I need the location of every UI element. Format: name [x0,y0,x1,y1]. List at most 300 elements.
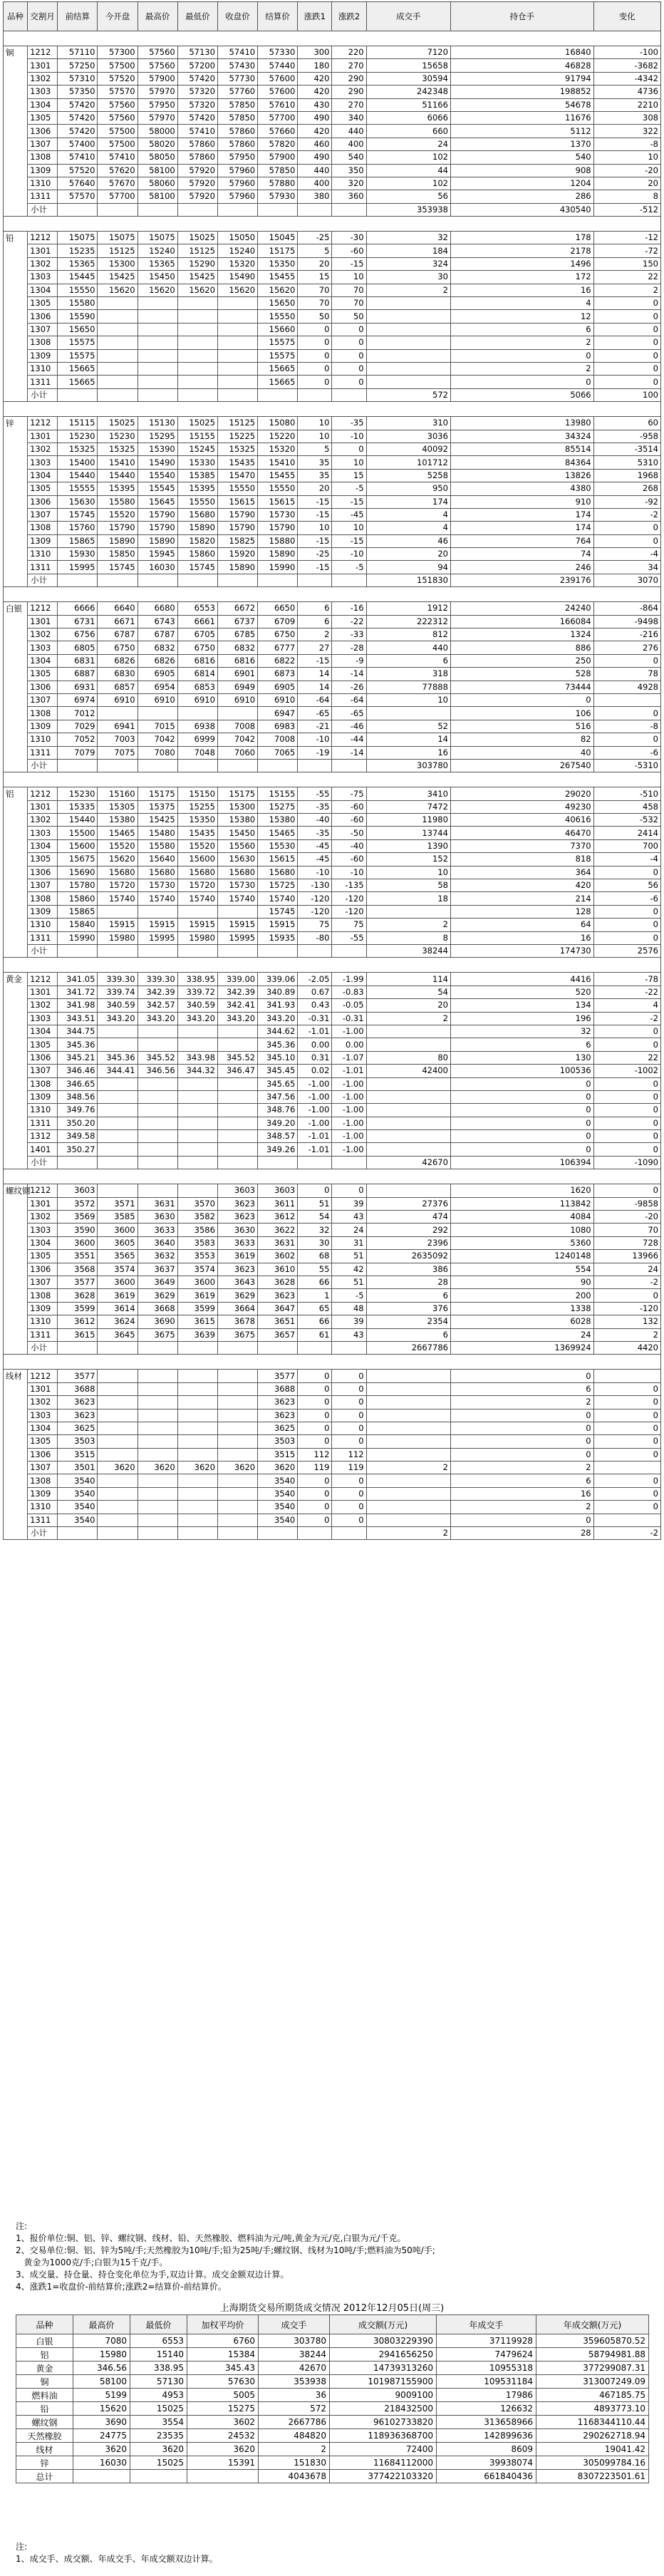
volume-cell [366,1077,450,1090]
low-cell: 57860 [177,138,217,150]
note-line: 1、报价单位:铜、铝、锌、螺纹钢、线材、铅、天然橡胶、燃料油为元/吨,黄金为元/克,白银为元/千克。 [16,2233,406,2243]
delivery-month-cell: 1302 [28,629,58,641]
settle-cell: 15745 [258,905,298,918]
settle-cell: 6910 [258,693,298,706]
close-cell [217,362,257,375]
change1-cell: 0 [298,1382,332,1395]
volume-cell [366,1409,450,1422]
open-cell: 15125 [98,244,138,257]
prev-settle-cell: 6731 [58,615,98,628]
delivery-month-cell: 1308 [28,151,58,164]
change1-cell: -15 [298,534,332,547]
open-cell: 6857 [98,681,138,693]
settle-cell: 349.20 [258,1117,298,1129]
low-cell [177,1514,217,1526]
table-row [4,443,661,455]
high-cell [138,1448,177,1461]
prev-settle-cell: 3603 [58,1184,98,1197]
summary-row [16,2348,649,2362]
open-interest-cell: 540 [450,151,593,164]
high-cell: 3668 [138,1302,177,1315]
summary-header-turnover: 成交额(万元) [330,2315,437,2334]
table-row [4,892,661,905]
settle-cell: 57700 [258,111,298,124]
close-cell: 3629 [217,1289,257,1302]
change1-cell: 32 [298,1224,332,1236]
oi-change-cell: -6 [593,892,660,905]
low-cell: 6853 [177,681,217,693]
change2-cell: 43 [332,1211,366,1224]
subtotal-label: 小计 [28,1341,58,1354]
change1-cell: 55 [298,1263,332,1276]
volume-cell: 102 [366,177,450,190]
change2-cell: 70 [332,284,366,296]
open-cell [98,1184,138,1197]
summary-header-high: 最高价 [73,2315,130,2334]
table-row [4,668,661,681]
open-interest-cell: 1370 [450,138,593,150]
delivery-month-cell: 1306 [28,1263,58,1276]
open-interest-cell: 6 [450,323,593,336]
commodity-name: 螺纹钢 [4,1184,28,1355]
prev-settle-cell: 346.46 [58,1065,98,1077]
oi-change-cell: 0 [593,931,660,944]
table-row [4,866,661,879]
open-interest-cell: 0 [450,1370,593,1382]
oi-change-cell: 8 [593,190,660,203]
low-cell: 15350 [177,814,217,827]
summary-value: 5199 [73,2389,130,2402]
oi-change-cell: 0 [593,1474,660,1487]
table-row [4,1236,661,1249]
volume-cell: 44 [366,164,450,177]
prev-settle-cell: 15115 [58,417,98,430]
table-row [4,615,661,628]
subtotal-label: 小计 [28,759,58,772]
open-cell: 15075 [98,232,138,244]
change2-cell: -5 [332,1289,366,1302]
low-cell: 15395 [177,482,217,495]
table-row [4,177,661,190]
prev-settle-cell: 349.76 [58,1104,98,1117]
open-interest-cell: 246 [450,561,593,574]
oi-change-cell: -20 [593,164,660,177]
table-row [4,417,661,430]
prev-settle-cell: 3599 [58,1302,98,1315]
delivery-month-cell: 1303 [28,456,58,469]
summary-row [16,2456,649,2470]
open-cell: 3620 [98,1462,138,1474]
low-cell: 7048 [177,746,217,759]
table-row [4,469,661,482]
open-interest-cell: 32 [450,1025,593,1038]
prev-settle-cell: 15745 [58,508,98,521]
subtotal-row [4,945,661,958]
volume-cell: 32 [366,232,450,244]
oi-change-cell: -2 [593,1012,660,1025]
oi-change-cell: -12 [593,232,660,244]
open-cell: 339.74 [98,986,138,998]
close-cell: 7060 [217,746,257,759]
change1-cell: -35 [298,800,332,813]
open-interest-cell: 73444 [450,681,593,693]
empty-cell [58,945,98,958]
open-cell [98,297,138,310]
volume-cell: 440 [366,641,450,654]
low-cell [177,1090,217,1103]
delivery-month-cell: 1303 [28,1012,58,1025]
delivery-month-cell: 1304 [28,1236,58,1249]
open-cell: 345.36 [98,1051,138,1064]
settle-cell: 15620 [258,284,298,296]
prev-settle-cell: 15650 [58,323,98,336]
settle-cell: 15320 [258,443,298,455]
table-row [4,190,661,203]
change1-cell: 0 [298,1435,332,1448]
open-cell: 57560 [98,111,138,124]
change2-cell: -14 [332,668,366,681]
subtotal-volume: 353938 [366,203,450,216]
header-volume: 成交手 [366,2,450,31]
subtotal-oi-change: 3070 [593,574,660,586]
high-cell [138,1487,177,1500]
settle-cell: 15175 [258,244,298,257]
table-row [4,508,661,521]
close-cell: 15680 [217,866,257,879]
table-row [4,879,661,892]
change1-cell: -1.00 [298,1077,332,1090]
open-cell: 15425 [98,271,138,284]
separator-cell [4,958,661,973]
close-cell: 15050 [217,232,257,244]
delivery-month-cell: 1310 [28,1315,58,1328]
change2-cell: -1.00 [332,1104,366,1117]
delivery-month-cell: 1309 [28,1302,58,1315]
volume-cell: 3036 [366,430,450,443]
empty-cell [98,388,138,401]
settle-cell: 15530 [258,839,298,852]
table-row [4,800,661,813]
prev-settle-cell: 15865 [58,534,98,547]
delivery-month-cell: 1311 [28,561,58,574]
change1-cell: -2.05 [298,973,332,986]
low-cell: 6553 [177,602,217,615]
table-row [4,1263,661,1276]
settle-cell: 57610 [258,98,298,111]
open-cell: 57670 [98,177,138,190]
change2-cell: -1.01 [332,1065,366,1077]
settle-cell: 15455 [258,271,298,284]
header-settle: 结算价 [258,2,298,31]
volume-cell: 101712 [366,456,450,469]
settle-cell: 349.26 [258,1143,298,1156]
delivery-month-cell: 1308 [28,1077,58,1090]
close-cell: 15995 [217,931,257,944]
volume-cell: 20 [366,999,450,1012]
table-row [4,561,661,574]
open-cell: 15025 [98,417,138,430]
oi-change-cell: 0 [593,1396,660,1409]
empty-cell [98,1156,138,1169]
open-interest-cell: 29020 [450,787,593,800]
open-cell [98,905,138,918]
close-cell: 15125 [217,417,257,430]
delivery-month-cell: 1212 [28,787,58,800]
delivery-month-cell: 1305 [28,1435,58,1448]
summary-value: 151830 [259,2456,330,2470]
change1-cell: 400 [298,177,332,190]
empty-cell [332,203,366,216]
table-row [4,430,661,443]
subtotal-label: 小计 [28,574,58,586]
open-cell: 15410 [98,456,138,469]
empty-cell [258,945,298,958]
summary-row [16,2443,649,2456]
open-cell: 57570 [98,86,138,98]
section-separator [4,958,661,973]
delivery-month-cell: 1309 [28,1090,58,1103]
prev-settle-cell: 57350 [58,86,98,98]
summary-header-commodity: 品种 [16,2315,73,2334]
open-interest-cell: 764 [450,534,593,547]
oi-change-cell: 0 [593,1117,660,1129]
volume-cell [366,1104,450,1117]
high-cell [138,297,177,310]
prev-settle-cell: 3577 [58,1370,98,1382]
open-interest-cell: 5112 [450,125,593,138]
low-cell: 57320 [177,86,217,98]
volume-cell [366,1435,450,1448]
change1-cell: 61 [298,1328,332,1341]
table-row [4,232,661,244]
oi-change-cell: 1968 [593,469,660,482]
open-interest-cell: 166084 [450,615,593,628]
summary-value: 57630 [187,2375,259,2389]
high-cell: 15425 [138,814,177,827]
change1-cell: -1.00 [298,1090,332,1103]
open-interest-cell: 250 [450,654,593,667]
table-row [4,336,661,349]
low-cell: 339.72 [177,986,217,998]
settle-cell: 15730 [258,508,298,521]
delivery-month-cell: 1305 [28,482,58,495]
change1-cell: 0.00 [298,1038,332,1051]
high-cell: 58060 [138,177,177,190]
summary-commodity: 线材 [16,2443,73,2456]
low-cell: 344.32 [177,1065,217,1077]
low-cell: 3570 [177,1197,217,1210]
empty-cell [258,574,298,586]
volume-cell: 27376 [366,1197,450,1210]
low-cell: 15720 [177,879,217,892]
volume-cell [366,310,450,323]
change2-cell: 15 [332,469,366,482]
prev-settle-cell: 57640 [58,177,98,190]
summary-value: 58794981.88 [536,2348,649,2362]
oi-change-cell [593,1370,660,1382]
high-cell: 342.57 [138,999,177,1012]
empty-cell [217,388,257,401]
volume-cell [366,1487,450,1500]
oi-change-cell: 132 [593,1315,660,1328]
settle-cell: 15155 [258,787,298,800]
settle-cell: 15550 [258,310,298,323]
close-cell [217,310,257,323]
change1-cell: -0.31 [298,1012,332,1025]
commodity-name: 锌 [4,417,28,587]
open-interest-cell: 54678 [450,98,593,111]
settle-cell: 3540 [258,1501,298,1514]
high-cell: 3633 [138,1224,177,1236]
oi-change-cell: 0 [593,1289,660,1302]
oi-change-cell: 0 [593,866,660,879]
prev-settle-cell: 7029 [58,720,98,733]
open-cell: 15230 [98,430,138,443]
low-cell [177,1435,217,1448]
table-row [4,973,661,986]
open-cell [98,1038,138,1051]
delivery-month-cell: 1308 [28,892,58,905]
settle-cell: 15350 [258,257,298,270]
oi-change-cell: 2 [593,1328,660,1341]
open-cell: 3614 [98,1302,138,1315]
open-interest-cell: 886 [450,641,593,654]
header-commodity: 品种 [4,2,28,31]
low-cell [177,323,217,336]
summary-value: 96102733820 [330,2416,437,2429]
change2-cell: -50 [332,827,366,839]
low-cell: 57320 [177,98,217,111]
high-cell [138,1090,177,1103]
high-cell: 3629 [138,1289,177,1302]
delivery-month-cell: 1311 [28,746,58,759]
change1-cell: -120 [298,892,332,905]
summary-value: 313007249.09 [536,2375,649,2389]
prev-settle-cell: 15325 [58,443,98,455]
change2-cell: 0 [332,362,366,375]
close-cell: 15300 [217,800,257,813]
settle-cell: 6873 [258,668,298,681]
subtotal-label: 小计 [28,388,58,401]
close-cell [217,905,257,918]
open-interest-cell: 174 [450,522,593,534]
summary-value: 15620 [73,2402,130,2416]
empty-cell [217,574,257,586]
oi-change-cell: 60 [593,417,660,430]
open-cell: 57700 [98,190,138,203]
change1-cell: 6 [298,602,332,615]
table-row [4,151,661,164]
close-cell: 57850 [217,111,257,124]
volume-cell [366,1130,450,1143]
high-cell: 6832 [138,641,177,654]
low-cell [177,1409,217,1422]
oi-change-cell: 458 [593,800,660,813]
settle-cell: 347.56 [258,1090,298,1103]
summary-value: 484820 [259,2429,330,2443]
change2-cell: -26 [332,681,366,693]
summary-value: 37119928 [437,2334,536,2348]
table-row [4,999,661,1012]
daily-quotes-body [4,31,661,1540]
summary-commodity: 白银 [16,2334,73,2348]
open-cell [98,362,138,375]
open-cell: 344.41 [98,1065,138,1077]
summary-value: 15025 [130,2402,187,2416]
volume-cell [366,1422,450,1434]
change2-cell: 0 [332,1382,366,1395]
oi-change-cell: -4342 [593,72,660,85]
high-cell: 6826 [138,654,177,667]
volume-cell: 4 [366,508,450,521]
table-row [4,1315,661,1328]
summary-body [16,2334,649,2483]
close-cell: 15550 [217,482,257,495]
delivery-month-cell: 1310 [28,548,58,561]
open-interest-cell: 2 [450,1396,593,1409]
close-cell [217,336,257,349]
commodity-name: 铝 [4,787,28,958]
low-cell: 6750 [177,641,217,654]
change1-cell: -45 [298,853,332,866]
open-interest-cell: 1240148 [450,1250,593,1263]
change2-cell: -35 [332,417,366,430]
prev-settle-cell: 15440 [58,814,98,827]
open-cell: 3571 [98,1197,138,1210]
subtotal-open-interest: 174730 [450,945,593,958]
open-cell: 6750 [98,641,138,654]
change2-cell: 350 [332,164,366,177]
empty-cell [177,574,217,586]
prev-settle-cell: 3540 [58,1501,98,1514]
change2-cell: 340 [332,111,366,124]
change2-cell: 0 [332,1501,366,1514]
low-cell: 3586 [177,1224,217,1236]
delivery-month-cell: 1307 [28,508,58,521]
change2-cell: 39 [332,1197,366,1210]
table-row [4,1012,661,1025]
low-cell [177,1184,217,1197]
delivery-month-cell: 1212 [28,973,58,986]
close-cell: 3675 [217,1328,257,1341]
change2-cell: 290 [332,72,366,85]
change2-cell: 50 [332,310,366,323]
high-cell: 57560 [138,59,177,72]
note-line: 3、成交量、持仓量、持仓变化单位为手,双边计算。成交金额双边计算。 [16,2270,289,2280]
volume-cell: 30 [366,271,450,284]
high-cell: 58100 [138,164,177,177]
settle-cell: 57850 [258,164,298,177]
close-cell [217,1435,257,1448]
high-cell [138,1184,177,1197]
close-cell: 57950 [217,151,257,164]
change2-cell: -1.00 [332,1090,366,1103]
delivery-month-cell: 1301 [28,244,58,257]
high-cell: 15790 [138,508,177,521]
settle-cell: 3612 [258,1211,298,1224]
table-row [4,1077,661,1090]
high-cell [138,349,177,362]
low-cell [177,1474,217,1487]
prev-settle-cell: 7079 [58,746,98,759]
table-row [4,1211,661,1224]
table-row [4,548,661,561]
change2-cell: -1.00 [332,1117,366,1129]
settle-cell: 345.10 [258,1051,298,1064]
change1-cell: -1.01 [298,1130,332,1143]
notes-title: 注: [16,2542,28,2552]
volume-cell: 18 [366,892,450,905]
